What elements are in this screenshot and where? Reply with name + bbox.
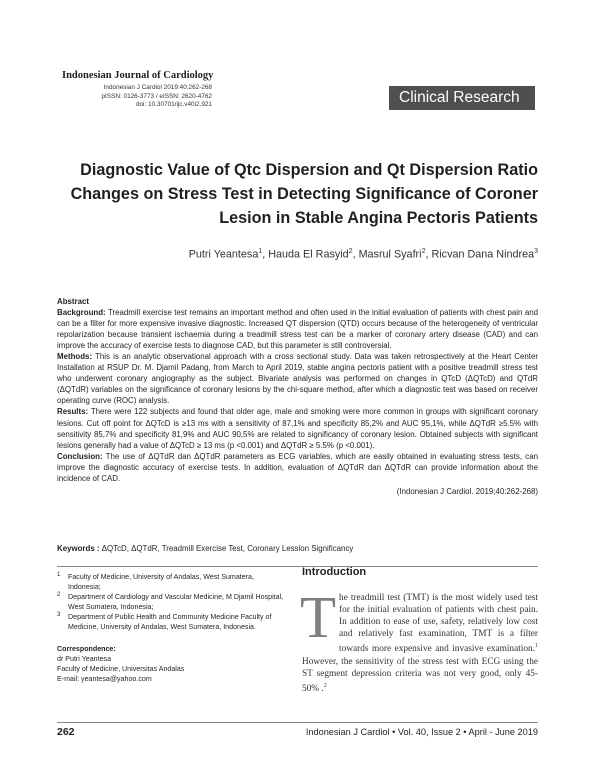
- background-text: Treadmill exercise test remains an important method and often used in the initial evaluation of patients with chest pain and can be a filter for more expensive invasive diagnostic. Increased QT dispersion (QTD) occurs because of the heterogeneity of ventricular repolarization because transient ischaemia during a treadmill stress test can be a marker of coronary artery disease (CAD) and can improve the accuracy of exercise tests to diagnose CAD, but this parameter is still controversial.: [57, 308, 538, 351]
- keywords: [57, 544, 538, 553]
- conclusion-text: The use of ΔQTdR dan ΔQTdR parameters as ECG variables, which are easily obtained in evaluating stress tests, can improve the diagnostic accuracy of exercise tests. In addition, evaluation of ΔQTdR dan ΔQTdR can provide information about the incidence of CAD.: [57, 451, 538, 483]
- author-separator: ,: [352, 248, 359, 261]
- abstract-heading: Abstract: [57, 297, 90, 306]
- keywords-label: Keywords :: [57, 544, 100, 553]
- introduction-text: [300, 584, 538, 695]
- affiliation-text: Department of Public Health and Community Medicine Faculty of Medicine, University of Andalas, West Sumatera, Indonesia.: [68, 613, 272, 631]
- author-affiliation: 1: [258, 248, 263, 255]
- citation-line: Indonesian J Cardiol 2019:40:262-268: [103, 84, 212, 91]
- journal-name: Indonesian Journal of Cardiology: [62, 70, 214, 81]
- correspondence-line: dr Putri Yeantesa: [57, 655, 112, 663]
- issn-line: pISSN: 0126-3773 / eISSN: 2620-4762: [101, 92, 212, 100]
- affiliation-footnote: [57, 592, 287, 612]
- affiliation-number: 2: [57, 592, 61, 598]
- affiliation-text: Faculty of Medicine, University of Andalas, West Sumatera, Indonesia;: [68, 573, 254, 591]
- affiliation-footnote: [57, 612, 287, 632]
- results-label: Results:: [57, 407, 89, 417]
- author-separator: ,: [262, 248, 269, 261]
- abstract-methods: [57, 351, 538, 406]
- author-affiliation: 2: [348, 248, 353, 255]
- author-separator: ,: [425, 248, 432, 261]
- author-affiliation: 2: [421, 248, 426, 255]
- abstract-citation: (Indonesian J Cardiol. 2019;40:262-268): [396, 486, 538, 496]
- correspondence-heading: Correspondence:: [57, 645, 116, 653]
- conclusion-label: Conclusion:: [57, 451, 103, 461]
- drop-cap: T: [300, 584, 337, 650]
- footer-journal-info: Indonesian J Cardiol • Vol. 40, Issue 2 • April - June 2019: [305, 727, 538, 737]
- correspondence-email: E-mail: yeantesa@yahoo.com: [57, 675, 152, 683]
- article-meta: [62, 84, 212, 110]
- reference-marker: 1: [535, 643, 538, 650]
- intro-paragraph: he treadmill test (TMT) is the most widely used test for the initial evaluation of patients with chest pain. In addition to ease of use, safety, relatively low cost and relatively fast examination, TMT is a filter towards more expensive and invasive examination.: [339, 593, 538, 655]
- section-banner: Clinical Research: [389, 86, 535, 110]
- author-affiliation: 3: [534, 248, 538, 255]
- section-divider: [57, 566, 538, 567]
- author-name: Putri Yeantesa: [188, 248, 259, 261]
- results-text: There were 122 subjects and found that older age, male and smoking were more common in groups with significant coronary lesions. Cut off point for ΔQTcD is ≥13 ms with a sensitivity of 87,1% and specificity 85,2% and AUC 95,1%, while ΔQTdR ≥5.5% with sensitivity 85,7% and specificity 81,9% and AUC 90,5% are related to significancy of coronary lesion. Obtained subjects with significant lesions generally had a value of ΔQTcD ≥ 13 ms (p <0.001) and ΔQTdR ≥ 5.5% (p <0.001).: [57, 407, 538, 450]
- reference-marker: 2: [323, 682, 327, 689]
- intro-paragraph-continued: However, the sensitivity of the stress test with ECG using the ST segment depression criteria was not very good, only 45-50% .: [302, 656, 538, 694]
- methods-label: Methods:: [57, 352, 93, 362]
- abstract: [57, 296, 538, 497]
- keywords-text: ΔQTcD, ΔQTdR, Treadmill Exercise Test, Coronary Lession Significancy: [101, 544, 354, 553]
- doi-line: doi: 10.30701/ijc.v40i2.921: [135, 101, 212, 109]
- author-list: [62, 248, 538, 261]
- methods-text: This is an analytic observational approach with a cross sectional study. Data was taken retrospectively at the Heart Center Installation at RSUP Dr. M. Djamil Padang, from March to April 2019, stable angina pectoris patient with a positive treadmill stress test who underwent coronary angiography as the subject. Bivariate analysis was performed on changes in QTcD (ΔQTcD) and QTdR (ΔQTdR) variables on the significance of coronary lesions by the chi-square method, after which a diagnostic test was based on receiver operating curve (ROC) analysis.: [57, 352, 538, 406]
- abstract-background: [57, 307, 538, 351]
- affiliation-number: 3: [57, 612, 61, 618]
- abstract-conclusion: [57, 451, 538, 484]
- footer-divider: [57, 722, 538, 723]
- background-label: Background:: [57, 308, 106, 318]
- introduction-heading: Introduction: [302, 566, 367, 578]
- author-name: Hauda El Rasyid: [268, 248, 349, 261]
- footnotes: [57, 572, 287, 684]
- abstract-results: [57, 406, 538, 450]
- article-title: Diagnostic Value of Qtc Dispersion and Qt Dispersion Ratio Changes on Stress Test in Detecting Significance of Coroner Lesion in Stable Angina Pectoris Patients: [70, 161, 538, 227]
- affiliation-footnote: [57, 572, 287, 592]
- author-name: Masrul Syafri: [358, 248, 422, 261]
- affiliation-number: 1: [57, 572, 61, 578]
- page-number: 262: [57, 726, 75, 738]
- affiliation-text: Department of Cardiology and Vascular Medicine, M Djamil Hospital, West Sumatera, Indonesia;: [68, 593, 284, 611]
- correspondence-line: Faculty of Medicine, Universitas Andalas: [57, 665, 185, 673]
- author-name: Ricvan Dana Nindrea: [431, 248, 535, 261]
